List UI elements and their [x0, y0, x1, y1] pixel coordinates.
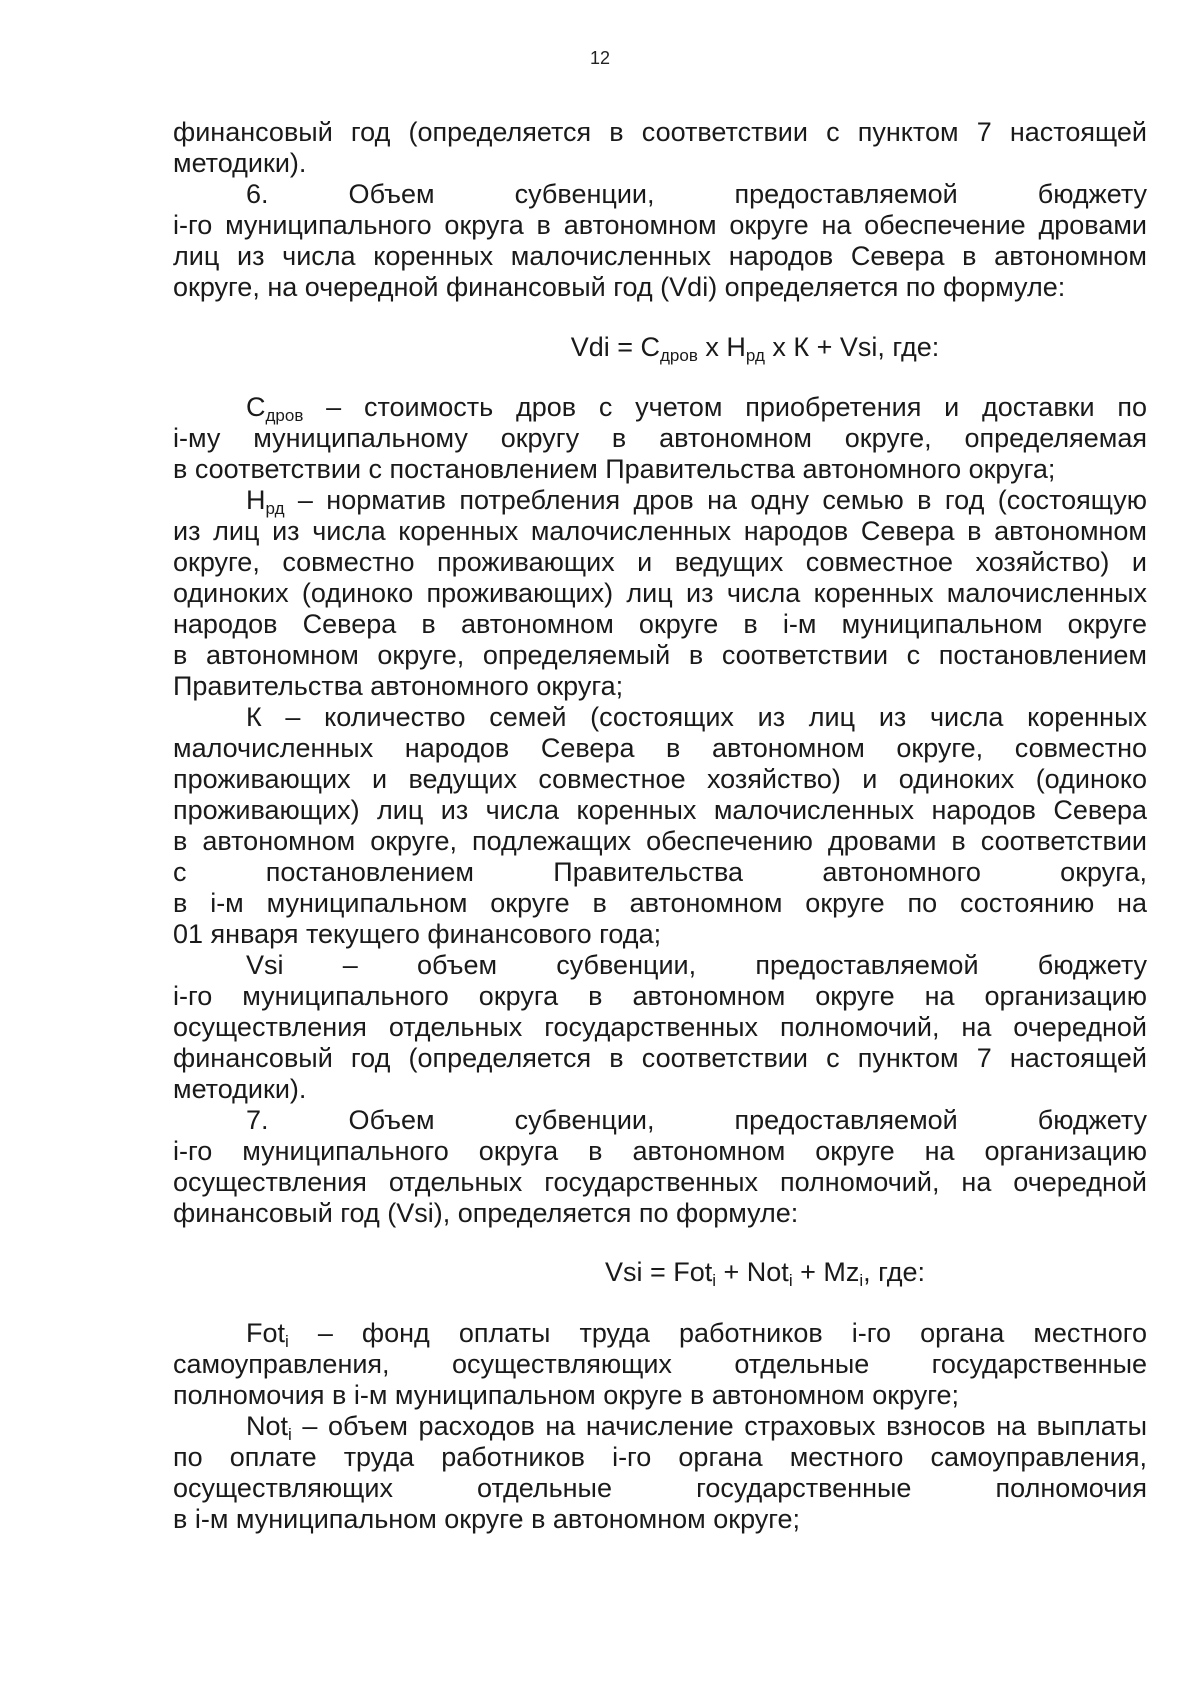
text-line: К – количество семей (состоящих из лиц из числа коренных [246, 702, 1147, 732]
page-number: 12 [589, 48, 611, 68]
text-line: i-го муниципального округа в автономном округе на обеспечение дровами [173, 210, 1147, 240]
text-line: Not$_i$ – объем расходов на начисление страховых взносов на выплаты [246, 1411, 1147, 1444]
definition-nrd [173, 485, 1147, 702]
paragraph-continuation [173, 117, 1147, 179]
text-line: по оплате труда работников i-го органа местного самоуправления, [173, 1442, 1147, 1472]
text-line: в i-м муниципальном округе в автономном округе по состоянию на [173, 888, 1147, 918]
text-line: методики). [173, 148, 307, 178]
text-line: в i-м муниципальном округе в автономном округе; [173, 1504, 801, 1534]
text-line: в соответствии с постановлением Правительства автономного округа; [173, 454, 1056, 484]
text-line: Vsi – объем субвенции, предоставляемой бюджету [246, 950, 1147, 980]
text-line: проживающих и ведущих совместное хозяйство) и одиноких (одиноко [173, 764, 1147, 794]
text-line: одиноких (одиноко проживающих) лиц из числа коренных малочисленных [173, 578, 1147, 608]
text-line: 6. Объем субвенции, предоставляемой бюджету [246, 179, 1147, 209]
definition-fot [173, 1318, 1147, 1411]
definition-k [173, 702, 1147, 950]
text-line: из лиц из числа коренных малочисленных народов Севера в автономном [173, 516, 1147, 546]
text-line: с постановлением Правительства автономного округа, [173, 857, 1147, 887]
text-line: финансовый год (Vsi), определяется по формуле: [173, 1198, 799, 1228]
text-line: финансовый год (определяется в соответствии с пунктом 7 настоящей [173, 117, 1147, 147]
text-line: финансовый год (определяется в соответствии с пунктом 7 настоящей [173, 1043, 1147, 1073]
text-line: осуществляющих отдельные государственные полномочия [173, 1473, 1147, 1503]
text-line: лиц из числа коренных малочисленных народов Севера в автономном [173, 241, 1147, 271]
text-line: полномочия в i-м муниципальном округе в автономном округе; [173, 1380, 960, 1410]
definition-vsi [173, 950, 1147, 1105]
document-body [173, 117, 1147, 1535]
text-line: проживающих) лиц из числа коренных малочисленных народов Севера [173, 795, 1147, 825]
text-line: i-го муниципального округа в автономном округе на организацию [173, 1136, 1147, 1166]
text-line: осуществления отдельных государственных полномочий, на очередной [173, 1012, 1147, 1042]
text-line: осуществления отдельных государственных полномочий, на очередной [173, 1167, 1147, 1197]
text-line: i-му муниципальному округу в автономном округе, определяемая [173, 423, 1147, 453]
text-line: $H_{рд}$ – норматив потребления дров на одну семью в год (состоящую [246, 485, 1147, 518]
text-line: i-го муниципального округа в автономном округе на организацию [173, 981, 1147, 1011]
text-line: $C_{дров}$ – стоимость дров с учетом приобретения и доставки по [246, 392, 1147, 425]
definition-cdrov [173, 392, 1147, 485]
text-line: самоуправления, осуществляющих отдельные государственные [173, 1349, 1147, 1379]
text-line: народов Севера в автономном округе в i-м муниципальном округе [173, 609, 1147, 639]
text-line: 7. Объем субвенции, предоставляемой бюджету [246, 1105, 1147, 1135]
paragraph-7 [173, 1105, 1147, 1229]
text-line: Fot$_i$ – фонд оплаты труда работников i-го органа местного [246, 1318, 1147, 1351]
text-line: округе, совместно проживающих и ведущих совместное хозяйство) и [173, 547, 1147, 577]
formula-vdi: Vdi = $C_{дров}$ x $H_{рд}$ x К + Vsi, где: [570, 332, 940, 365]
text-line: методики). [173, 1074, 307, 1104]
text-line: Правительства автономного округа; [173, 671, 624, 701]
definition-not [173, 1411, 1147, 1535]
text-line: 01 января текущего финансового года; [173, 919, 662, 949]
formula-vsi: Vsi = $Fot_i + Not_i + Mz_i$, где: [604, 1257, 926, 1290]
text-line: округе, на очередной финансовый год (Vdi) определяется по формуле: [173, 272, 1066, 302]
text-line: в автономном округе, определяемый в соответствии с постановлением [173, 640, 1147, 670]
text-line: в автономном округе, подлежащих обеспечению дровами в соответствии [173, 826, 1147, 856]
text-line: малочисленных народов Севера в автономном округе, совместно [173, 733, 1147, 763]
paragraph-6 [173, 179, 1147, 303]
